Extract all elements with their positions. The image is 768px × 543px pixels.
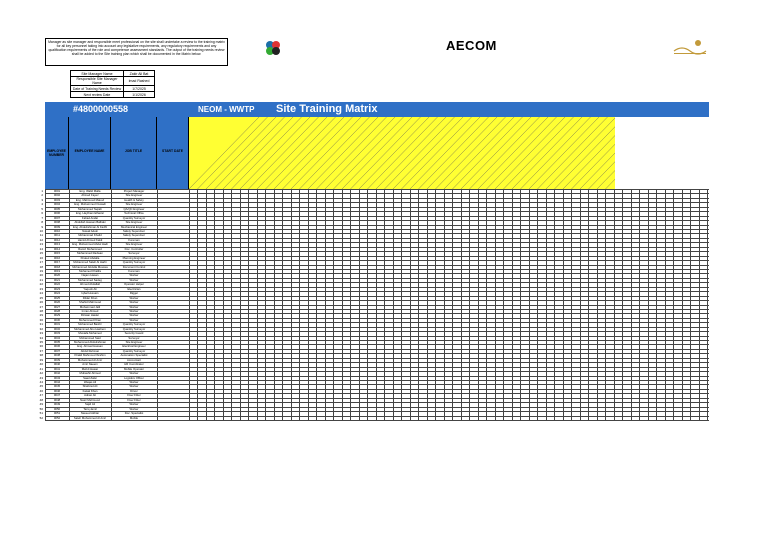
table-cell: Mohammed Abdulla Moussa	[72, 264, 108, 269]
table-cell: 0026	[53, 300, 61, 305]
table-cell: Eng. Abdelrahman Al Fadhl	[73, 224, 107, 229]
table-cell: Mohammed Saleh Al Harbi	[73, 260, 107, 265]
table-cell: Mohammed Said	[79, 335, 101, 340]
table-cell: Sajid Ali	[85, 402, 95, 407]
table-cell: Abdul Rehman	[80, 348, 100, 353]
table-cell: Worker	[129, 313, 139, 318]
grid-bottom-line	[45, 420, 709, 421]
course-divider	[198, 117, 268, 189]
table-cell: Fahad Arafat	[81, 215, 98, 220]
course-divider	[478, 117, 548, 189]
info-row: Site Manager Name Zakir Ali Bat	[71, 71, 155, 77]
row-number: 20	[39, 273, 43, 278]
course-divider	[274, 117, 344, 189]
table-cell: 0005	[53, 206, 61, 211]
row-number: 35	[39, 340, 43, 345]
table-cell: Abdullah Hassan Balbaki	[74, 220, 106, 225]
table-cell: 0032	[53, 326, 61, 331]
course-divider	[402, 117, 472, 189]
table-cell: Electrician	[127, 286, 141, 291]
row-number: 47	[39, 393, 43, 398]
table-cell: Mohammed Radwan	[77, 251, 103, 256]
row-number: 13	[39, 242, 43, 247]
course-divider	[317, 117, 387, 189]
table-cell: Mechanical Engineer	[120, 224, 148, 229]
table-cell: Mohammed Khan	[78, 317, 102, 322]
table-cell: 0049	[53, 402, 61, 407]
table-cell: Mohammed Al Amir	[77, 357, 103, 362]
table-cell: QA/QC Engineer	[123, 206, 145, 211]
table-cell: Waqas Ali	[83, 380, 97, 385]
table-cell: Mubashir Ahmed	[79, 371, 101, 376]
course-divider	[376, 117, 446, 189]
aecom-logo: AECOM	[446, 38, 497, 53]
table-cell: Doc. Specialist	[124, 411, 144, 416]
table-cell: Site Engineer	[125, 220, 143, 225]
table-cell: 0024	[53, 291, 61, 296]
table-cell: Ahmed Fayez	[81, 193, 99, 198]
table-cell: Faisal Khan	[82, 388, 98, 393]
row-number: 1	[41, 189, 43, 193]
table-cell: 0038	[53, 353, 61, 358]
table-cell: Najam Hasan	[81, 273, 99, 278]
course-divider	[215, 117, 285, 189]
table-cell: 0012	[53, 237, 61, 242]
table-cell: 0036	[53, 344, 61, 349]
table-cell: 0003	[53, 197, 61, 202]
info-row: Next review Date 1/1/2026	[71, 92, 155, 98]
course-divider	[223, 117, 293, 189]
table-cell: Worker	[129, 300, 139, 305]
matrix-header	[45, 117, 709, 189]
table-cell: Technical Office	[124, 211, 144, 216]
table-cell: Mobile Operator	[123, 366, 145, 371]
table-cell: Worker	[129, 317, 139, 322]
table-cell: Eng. Mahmoud Maiouf	[75, 197, 105, 202]
course-divider	[529, 117, 599, 189]
table-cell: Fixer Fitter	[127, 397, 141, 402]
course-divider	[342, 117, 412, 189]
course-divider	[470, 117, 540, 189]
course-divider	[189, 117, 259, 189]
table-cell: 0015	[53, 251, 61, 256]
table-cell: 0007	[53, 215, 61, 220]
course-divider	[572, 117, 616, 189]
table-cell: Saad Zafar	[83, 375, 97, 380]
row-number: 8	[41, 220, 43, 225]
table-cell: 0010	[53, 228, 61, 233]
row-number: 41	[39, 366, 43, 371]
row-number: 18	[39, 264, 43, 269]
table-cell: Mohammed Sadeg	[78, 277, 102, 282]
row-number: 24	[39, 291, 43, 296]
table-cell: Rigger	[129, 291, 139, 296]
course-divider	[359, 117, 429, 189]
table-cell: 0018	[53, 264, 61, 269]
row-number: 23	[39, 286, 43, 291]
table-cell: Worker	[129, 273, 139, 278]
table-cell: Worker	[129, 371, 139, 376]
header-start-date: START DATE	[157, 117, 189, 189]
table-cell: Accountant	[127, 357, 141, 362]
table-cell: Worker	[129, 304, 139, 309]
table-cell: Document Control	[122, 264, 146, 269]
course-divider	[419, 117, 489, 189]
table-cell: Rizwan Haider	[80, 313, 100, 318]
course-divider	[589, 117, 616, 189]
table-cell: Imran Ahmed	[81, 308, 99, 313]
row-number: 34	[39, 335, 43, 340]
table-cell: Nawaf Adeki	[82, 228, 98, 233]
po-number: #4800000558	[73, 104, 129, 114]
row-number: 36	[39, 344, 43, 349]
row-number: 49	[39, 402, 43, 407]
matrix-banner	[45, 102, 709, 117]
course-divider	[308, 117, 378, 189]
course-divider	[461, 117, 531, 189]
table-cell: Logistics Officer	[124, 375, 144, 380]
row-number: 21	[39, 277, 43, 282]
table-cell: 0043	[53, 375, 61, 380]
table-cell: 0040	[53, 362, 61, 367]
row-number: 37	[39, 348, 43, 353]
table-cell: 0033	[53, 331, 61, 336]
table-cell: Mustafa Mohamed	[78, 331, 102, 336]
course-divider	[257, 117, 327, 189]
table-cell: Mohamed Khalifa	[79, 268, 101, 273]
table-cell: Ramzi Mohammed	[78, 246, 102, 251]
table-cell: Ahmed Abdallah	[79, 282, 101, 287]
table-cell: Dildar Khan	[82, 295, 98, 300]
course-divider	[495, 117, 565, 189]
row-number: 15	[39, 251, 43, 256]
course-divider	[538, 117, 608, 189]
course-divider	[283, 117, 353, 189]
course-divider	[427, 117, 497, 189]
course-divider	[249, 117, 319, 189]
table-cell: Driver	[130, 388, 138, 393]
table-cell: Quantity Surveyor	[122, 326, 146, 331]
table-cell: 0013	[53, 242, 61, 247]
table-cell: 0047	[53, 393, 61, 398]
table-cell: 0014	[53, 246, 61, 251]
table-cell: Foreman	[128, 268, 140, 273]
course-divider	[410, 117, 480, 189]
course-divider	[334, 117, 404, 189]
row-number: 2	[41, 193, 43, 198]
row-number: 52	[39, 415, 43, 420]
course-divider	[563, 117, 615, 189]
table-cell: Mehdi Hasan	[81, 366, 99, 371]
table-cell: Mohammed Bashir	[78, 322, 102, 327]
table-cell: Operator Helper	[123, 282, 145, 287]
row-number: 32	[39, 326, 43, 331]
table-cell: Amir Naeem	[82, 362, 98, 367]
table-cell: Worker	[129, 384, 139, 389]
table-cell: 0042	[53, 371, 61, 376]
table-cell: 0019	[53, 268, 61, 273]
table-cell: Eng. Mohammed Ouwadi	[74, 202, 106, 207]
course-divider	[546, 117, 615, 189]
row-number: 30	[39, 317, 43, 322]
row-number: 29	[39, 313, 43, 318]
table-cell: Quantity Surveyor	[122, 322, 146, 327]
table-cell: 0050	[53, 406, 61, 411]
table-cell: Mohammed Abu Hashem	[74, 326, 106, 331]
table-cell: Worker	[129, 277, 139, 282]
row-number: 6	[41, 211, 43, 216]
matrix-grid	[39, 189, 709, 420]
project-name: NEOM - WWTP	[198, 105, 255, 114]
table-cell: Worker	[129, 308, 139, 313]
row-number: 31	[39, 322, 43, 327]
table-cell: Site Engineer	[125, 242, 143, 247]
course-divider	[206, 117, 276, 189]
table-cell: Surveyor	[128, 335, 140, 340]
course-divider	[487, 117, 557, 189]
table-cell: 0001	[53, 189, 61, 193]
table-cell: 0037	[53, 348, 61, 353]
table-cell: 0035	[53, 340, 61, 345]
row-number: 25	[39, 295, 43, 300]
table-cell: Adnan Ali	[84, 393, 96, 398]
course-divider	[504, 117, 574, 189]
table-cell: 0004	[53, 202, 61, 207]
table-cell: Doc. Controller	[124, 246, 144, 251]
row-number: 12	[39, 237, 43, 242]
table-cell: Worker	[129, 402, 139, 407]
training-courses-header	[189, 117, 615, 189]
row-number: 14	[39, 246, 43, 251]
course-divider	[325, 117, 395, 189]
course-divider	[393, 117, 463, 189]
row-number: 3	[41, 197, 43, 202]
table-cell: Surveyor	[128, 251, 140, 256]
table-cell: Worker	[129, 380, 139, 385]
table-cell: 0008	[53, 220, 61, 225]
table-cell: Yaqoob Ali	[83, 286, 97, 291]
table-cell: Quantity Surveyor	[122, 215, 146, 220]
table-cell: Automation Specialist	[120, 353, 148, 358]
table-cell: Khaled Abdalla	[80, 255, 100, 260]
table-cell: 0034	[53, 335, 61, 340]
table-cell: Health & Safety	[124, 197, 144, 202]
row-number: 33	[39, 331, 43, 336]
neom-logo-icon	[262, 37, 284, 59]
course-divider	[266, 117, 336, 189]
table-cell: Site Engineer	[125, 193, 143, 198]
row-number: 19	[39, 268, 43, 273]
row-number: 40	[39, 362, 43, 367]
info-row: Date of Training Needs Review 1/7/2025	[71, 86, 155, 92]
table-cell: 0041	[53, 366, 61, 371]
table-cell: 0045	[53, 384, 61, 389]
table-cell: 0030	[53, 317, 61, 322]
row-number: 45	[39, 384, 43, 389]
table-cell: 0006	[53, 211, 61, 216]
header-employee-name: EMPLOYEE NAME	[69, 117, 111, 189]
row-number: 7	[41, 215, 43, 220]
table-cell: Mohammad Khalid	[78, 233, 102, 238]
table-cell: 0002	[53, 193, 61, 198]
table-cell: 0011	[53, 233, 60, 238]
row-number: 11	[39, 233, 43, 238]
site-info-table	[70, 70, 155, 98]
course-divider	[521, 117, 591, 189]
row-number: 27	[39, 304, 43, 309]
row-number: 46	[39, 388, 43, 393]
course-divider	[385, 117, 455, 189]
table-cell: Mohammad Jalil	[79, 304, 101, 309]
table-cell: Mobile	[129, 415, 139, 420]
course-divider	[240, 117, 310, 189]
course-divider	[580, 117, 615, 189]
course-divider	[444, 117, 514, 189]
table-cell: Site Engineer	[125, 202, 143, 207]
page-title: Site Training Matrix	[276, 103, 378, 115]
table-cell: Foreman	[128, 237, 140, 242]
row-number: 10	[39, 228, 43, 233]
course-divider	[300, 117, 370, 189]
row-number: 22	[39, 282, 43, 287]
table-cell: Quantity Surveyor	[122, 348, 146, 353]
table-cell: 0009	[53, 224, 61, 229]
table-cell: 0017	[53, 260, 61, 265]
table-cell: Safety Supervisor	[122, 228, 146, 233]
row-number: 48	[39, 397, 43, 402]
table-cell: 0044	[53, 380, 61, 385]
table-cell: Fixer Fitter	[127, 393, 141, 398]
notice-text: Manager as site manager and responsible meet professional on the site shall undertake a review to the training matrix for all key personnel taking into account any legislative requirements, any regulatory requirements and any qualification requirements of the role and competence assessment standards. The output of the training needs review shall be added to the Site training plan which shall be documented in the Matrix below.	[48, 40, 225, 56]
table-cell: Nasir Mehmood	[80, 397, 100, 402]
course-divider	[291, 117, 361, 189]
table-cell: 0052	[53, 415, 61, 420]
table-cell: Shahzad Ali	[82, 384, 98, 389]
table-cell: Eng. Mohammed Abdel Hadi	[72, 242, 108, 247]
row-number: 43	[39, 375, 43, 380]
table-cell: 0025	[53, 295, 61, 300]
table-cell: Project Manager	[123, 189, 145, 193]
header-job-title: JOB TITLE	[111, 117, 157, 189]
row-number: 28	[39, 308, 43, 313]
row-number: 9	[41, 224, 43, 229]
table-cell: Mohammed Abdulrahman	[73, 340, 107, 345]
row-number: 4	[41, 202, 43, 207]
table-cell: Electrical Engineer	[122, 344, 146, 349]
table-cell: HR Coordinator	[124, 362, 144, 367]
course-divider	[512, 117, 582, 189]
training-notice	[45, 38, 228, 66]
table-cell: 0051	[53, 411, 61, 416]
table-cell: Worker	[129, 295, 139, 300]
table-cell: 0046	[53, 388, 61, 393]
table-cell: 0021	[53, 277, 61, 282]
table-cell: 0016	[53, 255, 61, 260]
course-divider	[368, 117, 438, 189]
table-cell: Iqbal Hussain	[81, 291, 99, 296]
table-cell: 0020	[53, 273, 61, 278]
row-number: 51	[39, 411, 43, 416]
table-cell: Site Engineer	[125, 340, 143, 345]
table-cell: 0027	[53, 304, 61, 309]
table-cell: 0039	[53, 357, 61, 362]
course-divider	[555, 117, 616, 189]
course-divider	[351, 117, 421, 189]
row-number: 38	[39, 353, 43, 358]
row-number: 5	[41, 206, 43, 211]
table-cell: 0031	[53, 322, 61, 327]
course-divider	[232, 117, 302, 189]
table-cell: Eng. Haytham Elhazar	[76, 211, 104, 216]
table-cell: 0029	[53, 313, 61, 318]
row-number: 44	[39, 380, 43, 385]
table-cell: Hamid Ahmed Kaldi	[77, 237, 103, 242]
arabic-company-logo-icon	[670, 37, 710, 57]
extra-columns-header	[615, 117, 709, 189]
course-divider	[453, 117, 523, 189]
table-cell: Naveed Akhtar	[80, 411, 100, 416]
course-divider	[597, 117, 615, 189]
info-row: Responsible Site Manager Name Imad Rashed	[71, 77, 155, 86]
course-divider	[436, 117, 506, 189]
table-cell: Mohammed Taqiah	[78, 206, 102, 211]
row-number: 42	[39, 371, 43, 376]
diagonal-course-headers	[189, 117, 615, 189]
table-cell: 0028	[53, 308, 61, 313]
table-cell: Shahid Mahmood	[79, 300, 101, 305]
table-cell: Quantity Surveyor	[122, 260, 146, 265]
row-number: 50	[39, 406, 43, 411]
table-cell: Tariq Jamil	[83, 406, 97, 411]
row-number: 26	[39, 300, 43, 305]
table-cell: Security Guard	[124, 331, 144, 336]
row-number: 39	[39, 357, 43, 362]
table-cell: 0022	[53, 282, 61, 287]
table-cell: 0048	[53, 397, 61, 402]
course-divider	[606, 117, 616, 189]
row-number: 16	[39, 255, 43, 260]
row-number: 17	[39, 260, 43, 265]
table-cell: Safety Supervisor	[122, 233, 146, 238]
table-cell: Eng. Ahmad Hassan	[77, 344, 103, 349]
table-cell: Saleh Mohammed Al Amri	[73, 415, 107, 420]
table-cell: Eng. Walid Malla	[79, 189, 101, 193]
table-cell: Khalid Mahmoud Ibrahim	[74, 353, 106, 358]
table-cell: Worker	[129, 406, 139, 411]
table-cell: 0023	[53, 286, 61, 291]
table-cell: Planning Engineer	[122, 255, 146, 260]
header-employee-number: EMPLOYEE NUMBER	[45, 117, 69, 189]
